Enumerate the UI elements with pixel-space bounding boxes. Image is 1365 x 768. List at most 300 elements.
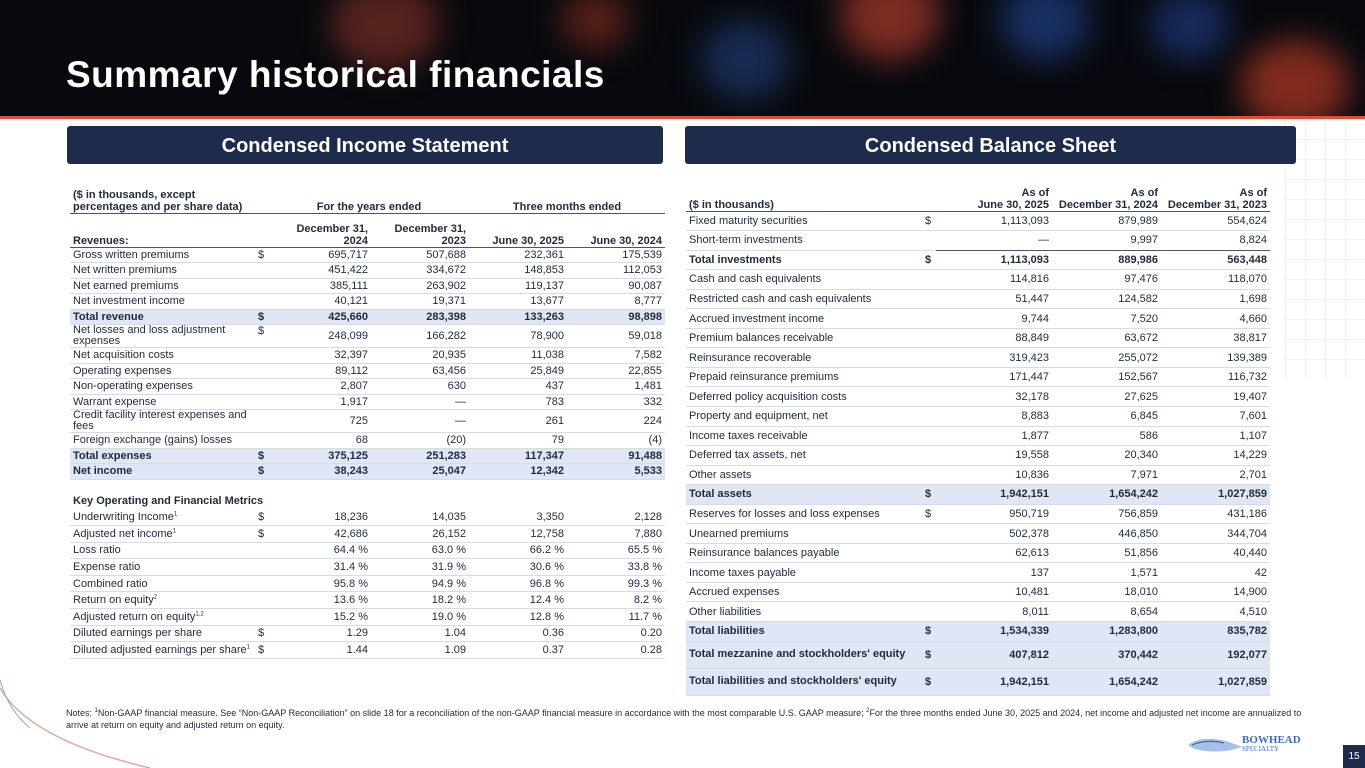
cell-value: 119,137 <box>469 278 567 294</box>
table-row <box>686 328 1270 348</box>
currency-symbol: $ <box>255 325 269 348</box>
row-label: Short-term investments <box>686 231 922 251</box>
cell-value: 375,125 <box>269 448 371 464</box>
cell-value: 4,510 <box>1161 602 1270 622</box>
cell-value: 319,423 <box>936 348 1052 368</box>
currency-symbol <box>255 278 269 294</box>
cell-value: 95.8 % <box>269 575 371 592</box>
cell-value: 14,900 <box>1161 582 1270 602</box>
row-label: Net acquisition costs <box>70 348 255 364</box>
row-label: Total liabilities and stockholders' equity <box>686 668 922 695</box>
col-header: December 31, 2023 <box>371 213 469 247</box>
cell-value: 51,856 <box>1052 543 1161 563</box>
footnote-marker: 1 <box>172 528 177 535</box>
cell-value: 63,672 <box>1052 328 1161 348</box>
cell-value: 13,677 <box>469 294 567 310</box>
currency-symbol: $ <box>255 509 269 526</box>
cell-value: 8,011 <box>936 602 1052 622</box>
cell-value: 26,152 <box>371 526 469 543</box>
cell-value: — <box>936 231 1052 251</box>
cell-value: 148,853 <box>469 263 567 279</box>
cell-value: 14,035 <box>371 509 469 526</box>
cell-value: 7,601 <box>1161 406 1270 426</box>
currency-symbol: $ <box>255 642 269 659</box>
cell-value: 7,880 <box>567 526 665 543</box>
cell-value: 1,027,859 <box>1161 485 1270 505</box>
cell-value: 32,178 <box>936 387 1052 407</box>
cell-value: 502,378 <box>936 524 1052 544</box>
row-label: Fixed maturity securities <box>686 211 922 231</box>
cell-value: 554,624 <box>1161 211 1270 231</box>
balance-sheet-title: Condensed Balance Sheet <box>685 126 1296 164</box>
row-label: Premium balances receivable <box>686 328 922 348</box>
table-row <box>686 367 1270 387</box>
cell-value: 431,186 <box>1161 504 1270 524</box>
col-header: June 30, 2024 <box>567 213 665 247</box>
col-header: December 31, 2024 <box>269 213 371 247</box>
cell-value: 96.8 % <box>469 575 567 592</box>
cell-value: 1,027,859 <box>1161 668 1270 695</box>
cell-value: 10,836 <box>936 465 1052 485</box>
table-row <box>686 504 1270 524</box>
currency-symbol <box>255 410 269 433</box>
cell-value: — <box>371 394 469 410</box>
row-label <box>70 542 255 559</box>
cell-value: 1,107 <box>1161 426 1270 446</box>
table-row <box>70 575 665 592</box>
cell-value: 1,654,242 <box>1052 668 1161 695</box>
cell-value: 8.2 % <box>567 592 665 609</box>
cell-value: 19,558 <box>936 446 1052 466</box>
cell-value: 3,350 <box>469 509 567 526</box>
cell-value: 1.04 <box>371 625 469 642</box>
table-row <box>686 582 1270 602</box>
cell-value: 7,520 <box>1052 309 1161 329</box>
note-marker: 1 <box>94 708 98 714</box>
cell-value: 1,942,151 <box>936 668 1052 695</box>
cell-value: 586 <box>1052 426 1161 446</box>
cell-value: 4,660 <box>1161 309 1270 329</box>
cell-value: 283,398 <box>371 309 469 325</box>
table-row <box>686 406 1270 426</box>
table-row <box>70 278 665 294</box>
cell-value: 1,283,800 <box>1052 621 1161 641</box>
cell-value: 446,850 <box>1052 524 1161 544</box>
currency-symbol <box>255 348 269 364</box>
currency-symbol <box>922 231 936 251</box>
cell-value: 117,347 <box>469 448 567 464</box>
table-row <box>686 426 1270 446</box>
currency-symbol: $ <box>255 309 269 325</box>
cell-value: 114,816 <box>936 270 1052 290</box>
table-row <box>70 642 665 659</box>
row-label: Restricted cash and cash equivalents <box>686 289 922 309</box>
metric-name: Diluted adjusted earnings per share <box>73 644 247 657</box>
cell-value: 139,389 <box>1161 348 1270 368</box>
cell-value: 1,534,339 <box>936 621 1052 641</box>
table-row <box>686 250 1270 270</box>
cell-value: 1,571 <box>1052 563 1161 583</box>
row-label: Non-operating expenses <box>70 379 255 395</box>
cell-value: 1,654,242 <box>1052 485 1161 505</box>
row-label: Other assets <box>686 465 922 485</box>
row-label <box>70 642 255 659</box>
cell-value: 0.28 <box>567 642 665 659</box>
cell-value: 1,877 <box>936 426 1052 446</box>
currency-symbol <box>922 543 936 563</box>
cell-value: 695,717 <box>269 247 371 263</box>
cell-value: 30.6 % <box>469 559 567 576</box>
currency-symbol <box>255 609 269 626</box>
cell-value: 25,047 <box>371 464 469 480</box>
metric-name: Underwriting Income <box>73 511 174 524</box>
cell-value: 370,442 <box>1052 641 1161 668</box>
header-banner <box>0 0 1365 116</box>
row-label: Net income <box>70 464 255 480</box>
currency-symbol: $ <box>255 526 269 543</box>
table-row <box>686 387 1270 407</box>
metric-name: Expense ratio <box>73 561 141 574</box>
table-row <box>70 542 665 559</box>
row-label: Accrued investment income <box>686 309 922 329</box>
currency-symbol <box>255 294 269 310</box>
cell-value: 19.0 % <box>371 609 469 626</box>
row-label <box>70 592 255 609</box>
cell-value: 2,128 <box>567 509 665 526</box>
row-label: Total expenses <box>70 448 255 464</box>
header-divider <box>0 116 1365 119</box>
revenues-label: Revenues: <box>70 213 255 247</box>
note-text: Non-GAAP financial measure. See “Non-GAAP Reconciliation” on slide 18 for a reconciliation of the non-GAAP financial measure in accordance with the most comparable U.S. GAAP measure; <box>97 708 864 718</box>
currency-symbol <box>922 446 936 466</box>
cell-value: 18.2 % <box>371 592 469 609</box>
cell-value: 12,758 <box>469 526 567 543</box>
footnote-marker: 1 <box>173 511 178 518</box>
table-row <box>686 641 1270 668</box>
table-row <box>686 446 1270 466</box>
cell-value: 22,855 <box>567 363 665 379</box>
row-label: Warrant expense <box>70 394 255 410</box>
table-row <box>686 465 1270 485</box>
cell-value: 38,243 <box>269 464 371 480</box>
metric-name: Combined ratio <box>73 577 148 590</box>
currency-symbol <box>922 367 936 387</box>
cell-value: 332 <box>567 394 665 410</box>
cell-value: 507,688 <box>371 247 469 263</box>
table-row <box>70 559 665 576</box>
row-label: Total assets <box>686 485 922 505</box>
cell-value: 1.29 <box>269 625 371 642</box>
table-row <box>686 309 1270 329</box>
table-row <box>70 263 665 279</box>
currency-symbol <box>255 592 269 609</box>
cell-value: 224 <box>567 410 665 433</box>
row-label: Net written premiums <box>70 263 255 279</box>
currency-symbol <box>922 426 936 446</box>
footnote-marker: 1 <box>246 644 251 651</box>
row-label: Total investments <box>686 250 922 270</box>
table-row <box>70 592 665 609</box>
cell-value: 99.3 % <box>567 575 665 592</box>
metric-name: Return on equity <box>73 594 154 607</box>
table-row <box>70 448 665 464</box>
cell-value: 0.37 <box>469 642 567 659</box>
cell-value: 0.36 <box>469 625 567 642</box>
cell-value: 879,989 <box>1052 211 1161 231</box>
col-header: As of June 30, 2025 <box>936 176 1052 211</box>
cell-value: 248,099 <box>269 325 371 348</box>
currency-symbol <box>255 559 269 576</box>
note-marker: 2 <box>866 708 870 714</box>
col-header: As of December 31, 2024 <box>1052 176 1161 211</box>
currency-symbol <box>922 524 936 544</box>
row-label: Net investment income <box>70 294 255 310</box>
table-row <box>686 543 1270 563</box>
currency-symbol <box>922 602 936 622</box>
cell-value: 8,883 <box>936 406 1052 426</box>
cell-value: 15.2 % <box>269 609 371 626</box>
cell-value: 9,744 <box>936 309 1052 329</box>
grid-decoration <box>1285 119 1365 379</box>
currency-symbol: $ <box>922 621 936 641</box>
three-months-header: Three months ended <box>469 183 665 213</box>
currency-symbol <box>922 465 936 485</box>
row-label: Income taxes payable <box>686 563 922 583</box>
row-label: Deferred policy acquisition costs <box>686 387 922 407</box>
cell-value: 18,236 <box>269 509 371 526</box>
cell-value: 255,072 <box>1052 348 1161 368</box>
cell-value: 62,613 <box>936 543 1052 563</box>
cell-value: 137 <box>936 563 1052 583</box>
cell-value: 7,971 <box>1052 465 1161 485</box>
currency-symbol: $ <box>922 504 936 524</box>
table-row <box>70 433 665 449</box>
currency-symbol: $ <box>255 247 269 263</box>
cell-value: 42 <box>1161 563 1270 583</box>
cell-value: 263,902 <box>371 278 469 294</box>
row-label <box>70 509 255 526</box>
row-label <box>70 559 255 576</box>
cell-value: 425,660 <box>269 309 371 325</box>
cell-value: 2,807 <box>269 379 371 395</box>
table-row <box>70 509 665 526</box>
cell-value: 2,701 <box>1161 465 1270 485</box>
cell-value: 40,440 <box>1161 543 1270 563</box>
cell-value: 78,900 <box>469 325 567 348</box>
col-header: June 30, 2025 <box>469 213 567 247</box>
currency-symbol: $ <box>922 211 936 231</box>
metrics-section-label: Key Operating and Financial Metrics <box>73 495 264 507</box>
cell-value: 1.09 <box>371 642 469 659</box>
cell-value: 68 <box>269 433 371 449</box>
currency-symbol: $ <box>922 668 936 695</box>
cell-value: 232,361 <box>469 247 567 263</box>
table-row <box>70 625 665 642</box>
table-row <box>686 231 1270 251</box>
currency-symbol <box>922 270 936 290</box>
cell-value: 261 <box>469 410 567 433</box>
page-number: 15 <box>1343 745 1365 768</box>
cell-value: 334,672 <box>371 263 469 279</box>
row-label: Reserves for losses and loss expenses <box>686 504 922 524</box>
cell-value: 12.8 % <box>469 609 567 626</box>
cell-value: (20) <box>371 433 469 449</box>
currency-symbol <box>922 289 936 309</box>
row-label: Unearned premiums <box>686 524 922 544</box>
logo-name: BOWHEAD <box>1242 734 1301 746</box>
cell-value: 1.44 <box>269 642 371 659</box>
currency-symbol <box>922 387 936 407</box>
cell-value: 1,113,093 <box>936 211 1052 231</box>
row-label <box>70 609 255 626</box>
cell-value: 9,997 <box>1052 231 1161 251</box>
footnote-marker: 1,2 <box>195 611 204 618</box>
cell-value: (4) <box>567 433 665 449</box>
metric-name: Diluted earnings per share <box>73 627 203 640</box>
row-label: Prepaid reinsurance premiums <box>686 367 922 387</box>
cell-value: 90,087 <box>567 278 665 294</box>
currency-symbol <box>255 263 269 279</box>
currency-symbol: $ <box>922 641 936 668</box>
cell-value: 783 <box>469 394 567 410</box>
row-label: Deferred tax assets, net <box>686 446 922 466</box>
cell-value: 1,113,093 <box>936 250 1052 270</box>
page-title: Summary historical financials <box>66 54 605 95</box>
currency-symbol: $ <box>255 448 269 464</box>
table-row <box>686 270 1270 290</box>
note-text: For the three months ended June 30, 2025 and 2024, net income and adjusted net income are annualized to arrive at return on equity and adjusted return on equity. <box>66 708 1302 730</box>
table-row <box>686 289 1270 309</box>
income-statement-table <box>70 183 665 659</box>
table-row <box>70 247 665 263</box>
cell-value: 94.9 % <box>371 575 469 592</box>
cell-value: 31.9 % <box>371 559 469 576</box>
cell-value: 175,539 <box>567 247 665 263</box>
table-row <box>70 325 665 348</box>
row-label <box>70 575 255 592</box>
table-row <box>70 394 665 410</box>
table-row <box>686 211 1270 231</box>
table-row <box>686 524 1270 544</box>
table-row <box>686 485 1270 505</box>
cell-value: 133,263 <box>469 309 567 325</box>
cell-value: 118,070 <box>1161 270 1270 290</box>
table-row <box>70 379 665 395</box>
currency-symbol: $ <box>922 250 936 270</box>
cell-value: 31.4 % <box>269 559 371 576</box>
currency-symbol <box>255 542 269 559</box>
decorative-curve <box>0 680 160 768</box>
table-row <box>70 410 665 433</box>
metric-name: Adjusted return on equity <box>73 610 196 623</box>
cell-value: 171,447 <box>936 367 1052 387</box>
table-row <box>686 668 1270 695</box>
row-label: Total mezzanine and stockholders' equity <box>686 641 922 668</box>
cell-value: 166,282 <box>371 325 469 348</box>
currency-symbol <box>255 575 269 592</box>
cell-value: 437 <box>469 379 567 395</box>
cell-value: 12.4 % <box>469 592 567 609</box>
cell-value: 89,112 <box>269 363 371 379</box>
footnotes <box>66 705 1306 731</box>
cell-value: 152,567 <box>1052 367 1161 387</box>
cell-value: 65.5 % <box>567 542 665 559</box>
cell-value: 8,654 <box>1052 602 1161 622</box>
row-label: Total revenue <box>70 309 255 325</box>
table-row <box>686 348 1270 368</box>
cell-value: 20,340 <box>1052 446 1161 466</box>
metric-name: Loss ratio <box>73 544 121 557</box>
table-row <box>686 602 1270 622</box>
cell-value: 124,582 <box>1052 289 1161 309</box>
cell-value: 13.6 % <box>269 592 371 609</box>
cell-value: 20,935 <box>371 348 469 364</box>
cell-value: 18,010 <box>1052 582 1161 602</box>
cell-value: 8,777 <box>567 294 665 310</box>
row-label: Reinsurance recoverable <box>686 348 922 368</box>
logo-subtitle: SPECIALTY <box>1242 745 1280 753</box>
cell-value: 385,111 <box>269 278 371 294</box>
table-row <box>70 294 665 310</box>
cell-value: 59,018 <box>567 325 665 348</box>
col-header: As of December 31, 2023 <box>1161 176 1270 211</box>
metric-name: Adjusted net income <box>73 527 173 540</box>
cell-value: 25,849 <box>469 363 567 379</box>
currency-symbol <box>922 328 936 348</box>
cell-value: — <box>371 410 469 433</box>
table-row <box>70 363 665 379</box>
cell-value: 40,121 <box>269 294 371 310</box>
balance-units-header: ($ in thousands) <box>686 176 922 211</box>
table-row <box>70 609 665 626</box>
currency-symbol <box>922 348 936 368</box>
income-units-header: ($ in thousands, except percentages and per share data) <box>70 183 255 213</box>
table-row <box>70 309 665 325</box>
row-label: Income taxes receivable <box>686 426 922 446</box>
cell-value: 63,456 <box>371 363 469 379</box>
cell-value: 42,686 <box>269 526 371 543</box>
currency-symbol <box>255 433 269 449</box>
currency-symbol <box>255 363 269 379</box>
cell-value: 835,782 <box>1161 621 1270 641</box>
cell-value: 756,859 <box>1052 504 1161 524</box>
cell-value: 563,448 <box>1161 250 1270 270</box>
cell-value: 11.7 % <box>567 609 665 626</box>
row-label: Accrued expenses <box>686 582 922 602</box>
cell-value: 64.4 % <box>269 542 371 559</box>
row-label: Reinsurance balances payable <box>686 543 922 563</box>
cell-value: 32,397 <box>269 348 371 364</box>
row-label: Total liabilities <box>686 621 922 641</box>
row-label: Gross written premiums <box>70 247 255 263</box>
cell-value: 97,476 <box>1052 270 1161 290</box>
cell-value: 950,719 <box>936 504 1052 524</box>
cell-value: 8,824 <box>1161 231 1270 251</box>
cell-value: 14,229 <box>1161 446 1270 466</box>
years-ended-header: For the years ended <box>269 183 469 213</box>
cell-value: 344,704 <box>1161 524 1270 544</box>
table-row <box>70 348 665 364</box>
row-label: Net losses and loss adjustment expenses <box>70 325 255 348</box>
row-label <box>70 625 255 642</box>
row-label: Cash and cash equivalents <box>686 270 922 290</box>
row-label: Credit facility interest expenses and fees <box>70 410 255 433</box>
currency-symbol <box>922 406 936 426</box>
currency-symbol <box>922 563 936 583</box>
row-label: Net earned premiums <box>70 278 255 294</box>
cell-value: 0.20 <box>567 625 665 642</box>
table-row <box>686 563 1270 583</box>
